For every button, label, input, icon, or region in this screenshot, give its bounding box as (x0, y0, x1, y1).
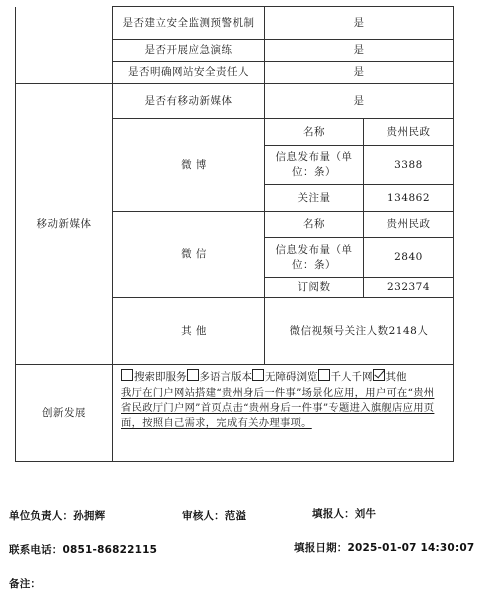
report-table (15, 6, 454, 462)
option-personalized: 千人千网 (330, 371, 373, 383)
security-section-cell (16, 7, 113, 84)
option-accessibility: 无障碍浏览 (265, 371, 318, 383)
checkbox-multilingual[interactable] (187, 369, 199, 381)
has-media-label: 是否有移动新媒体 (113, 84, 265, 119)
weibo-name-label: 名称 (265, 119, 364, 146)
filler: 填报人：刘牛 (312, 508, 377, 520)
weibo-followers-label: 关注量 (265, 185, 364, 212)
checkbox-other[interactable] (373, 369, 385, 381)
checkbox-personalized[interactable] (318, 369, 330, 381)
weibo-posts-label: 信息发布量（单位：条） (265, 146, 364, 185)
monitoring-label: 是否建立安全监测预警机制 (113, 7, 265, 40)
wechat-posts-label: 信息发布量（单位：条） (265, 238, 364, 278)
row-innovation (16, 365, 454, 462)
weibo-name-value: 贵州民政 (364, 119, 454, 146)
innovation-section-label: 创新发展 (16, 365, 113, 462)
monitoring-value: 是 (265, 7, 454, 40)
unit-head: 单位负责人：孙拥辉 (9, 510, 106, 522)
reviewer: 审核人：范溢 (182, 510, 247, 522)
responsible-label: 是否明确网站安全责任人 (113, 62, 265, 84)
innovation-other-description: 我厅在门户网站搭建“贵州身后一件事”场景化应用，用户可在“贵州省民政厅门户网”首页点击“贵州身后一件事”专题进入旗舰店应用页面，按照自己需求，完成有关办理事项。 (121, 387, 435, 429)
row-has-media (16, 84, 454, 119)
contact-phone: 联系电话：0851-86822115 (9, 544, 158, 556)
wechat-posts-value: 2840 (364, 238, 454, 278)
wechat-name-value: 贵州民政 (364, 212, 454, 238)
responsible-value: 是 (265, 62, 454, 84)
wechat-subscribers-label: 订阅数 (265, 278, 364, 298)
other-media-label: 其 他 (113, 298, 265, 365)
option-other: 其他 (385, 371, 407, 383)
wechat-label: 微 信 (113, 212, 265, 298)
drill-value: 是 (265, 40, 454, 62)
wechat-subscribers-value: 232374 (364, 278, 454, 298)
checkbox-accessibility[interactable] (252, 369, 264, 381)
mobile-media-section-label: 移动新媒体 (16, 84, 113, 365)
drill-label: 是否开展应急演练 (113, 40, 265, 62)
checkbox-search-service[interactable] (121, 369, 133, 381)
wechat-name-label: 名称 (265, 212, 364, 238)
option-multilingual: 多语言版本 (199, 371, 252, 383)
remarks-label: 备注： (9, 578, 42, 590)
other-media-value: 微信视频号关注人数2148人 (265, 298, 454, 365)
row-monitoring (16, 7, 454, 40)
innovation-options (121, 369, 449, 385)
has-media-value: 是 (265, 84, 454, 119)
fill-date: 填报日期：2025-01-07 14:30:07 (294, 542, 475, 554)
option-search-service: 搜索即服务 (134, 371, 187, 383)
weibo-posts-value: 3388 (364, 146, 454, 185)
weibo-followers-value: 134862 (364, 185, 454, 212)
innovation-content (113, 365, 454, 462)
weibo-label: 微 博 (113, 119, 265, 212)
